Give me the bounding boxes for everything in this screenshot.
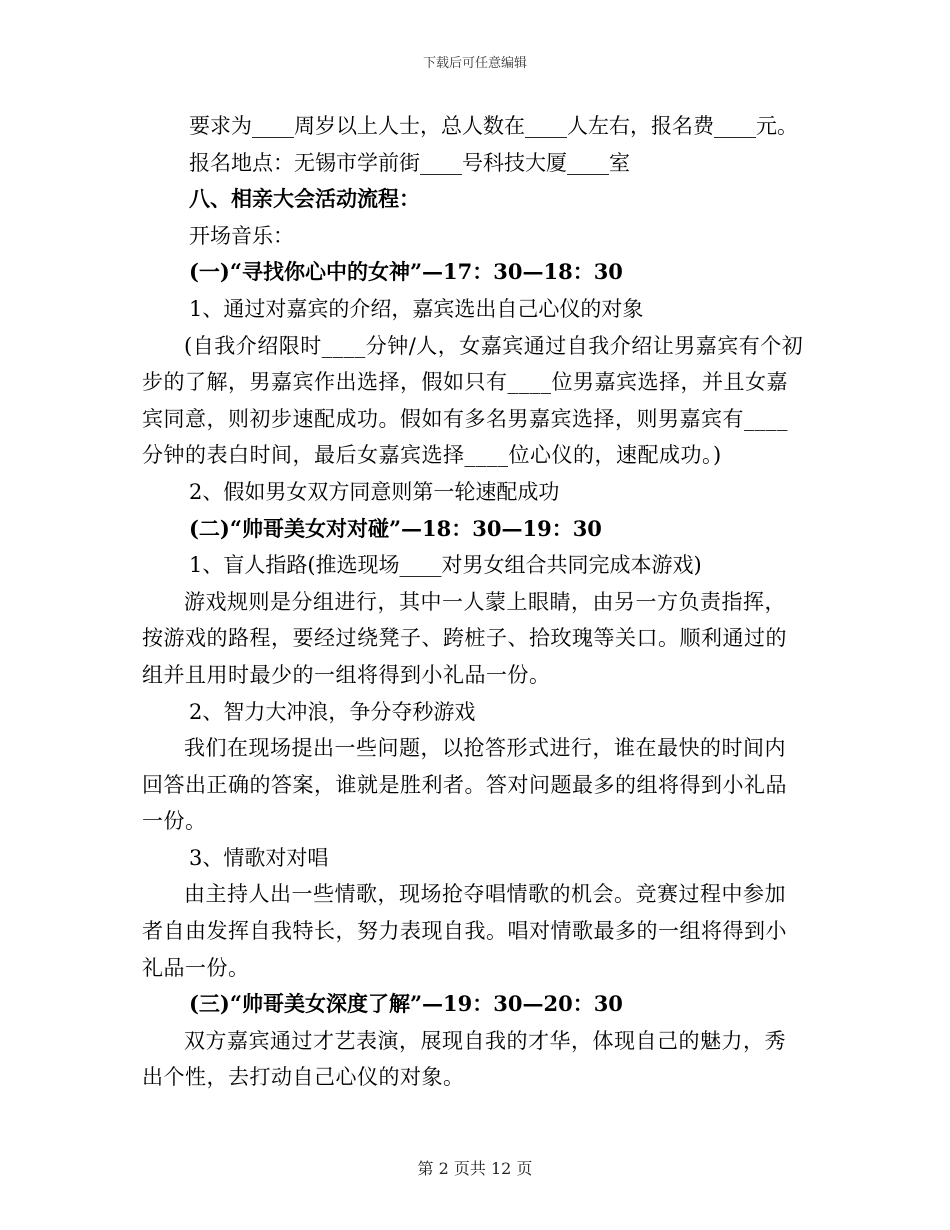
paragraph: 游戏规则是分组进行，其中一人蒙上眼睛，由另一方负责指挥，按游戏的路程，要经过绕凳子、跨桩子、拾玫瑰等关口。顺利通过的组并且用时最少的一组将得到小礼品一份。 bbox=[142, 589, 787, 687]
paragraph: 2、假如男女双方同意则第一轮速配成功 bbox=[189, 479, 560, 504]
paragraph: 由主持人出一些情歌，现场抢夺唱情歌的机会。竞赛过程中参加者自由发挥自我特长，努力表现自我。唱对情歌最多的一组将得到小礼品一份。 bbox=[142, 882, 787, 980]
paragraph: 双方嘉宾通过才艺表演，展现自我的才华，体现自己的魅力，秀出个性，去打动自己心仪的对象。 bbox=[142, 1028, 786, 1090]
paragraph: (三)“帅哥美女深度了解”—19：30—20：30 bbox=[189, 991, 623, 1017]
paragraph: 八、相亲大会活动流程： bbox=[189, 186, 420, 212]
paragraph: 开场音乐： bbox=[189, 223, 294, 248]
paragraph: 1、盲人指路(推选现场____对男女组合共同完成本游戏) bbox=[189, 553, 702, 578]
paragraph: (一)“寻找你心中的女神”—17：30—18：30 bbox=[189, 259, 623, 285]
paragraph: 2、智力大冲浪，争分夺秒游戏 bbox=[189, 699, 476, 724]
paragraph: 要求为____周岁以上人士，总人数在____人左右，报名费____元。 bbox=[189, 114, 798, 138]
paragraph: 1、通过对嘉宾的介绍，嘉宾选出自己心仪的对象 bbox=[189, 296, 644, 321]
document-body bbox=[142, 108, 807, 1096]
page-header: 下载后可任意编辑 bbox=[422, 56, 527, 71]
page-footer: 第 2 页共 12 页 bbox=[417, 1159, 533, 1178]
paragraph: (自我介绍限时____分钟/人，女嘉宾通过自我介绍让男嘉宾有个初步的了解，男嘉宾作出选择，假如只有____位男嘉宾选择，并且女嘉宾同意，则初步速配成功。假如有多名男嘉宾选择，则男嘉宾有____分钟的表白时间，最后女嘉宾选择____位心仪的，速配成功。) bbox=[142, 333, 804, 468]
paragraph: 我们在现场提出一些问题，以抢答形式进行，谁在最快的时间内回答出正确的答案，谁就是胜利者。答对问题最多的组将得到小礼品一份。 bbox=[142, 736, 787, 834]
paragraph: (二)“帅哥美女对对碰”—18：30—19：30 bbox=[189, 515, 602, 541]
paragraph: 3、情歌对对唱 bbox=[189, 845, 329, 870]
paragraph: 报名地点：无锡市学前街____号科技大厦____室 bbox=[189, 150, 630, 175]
